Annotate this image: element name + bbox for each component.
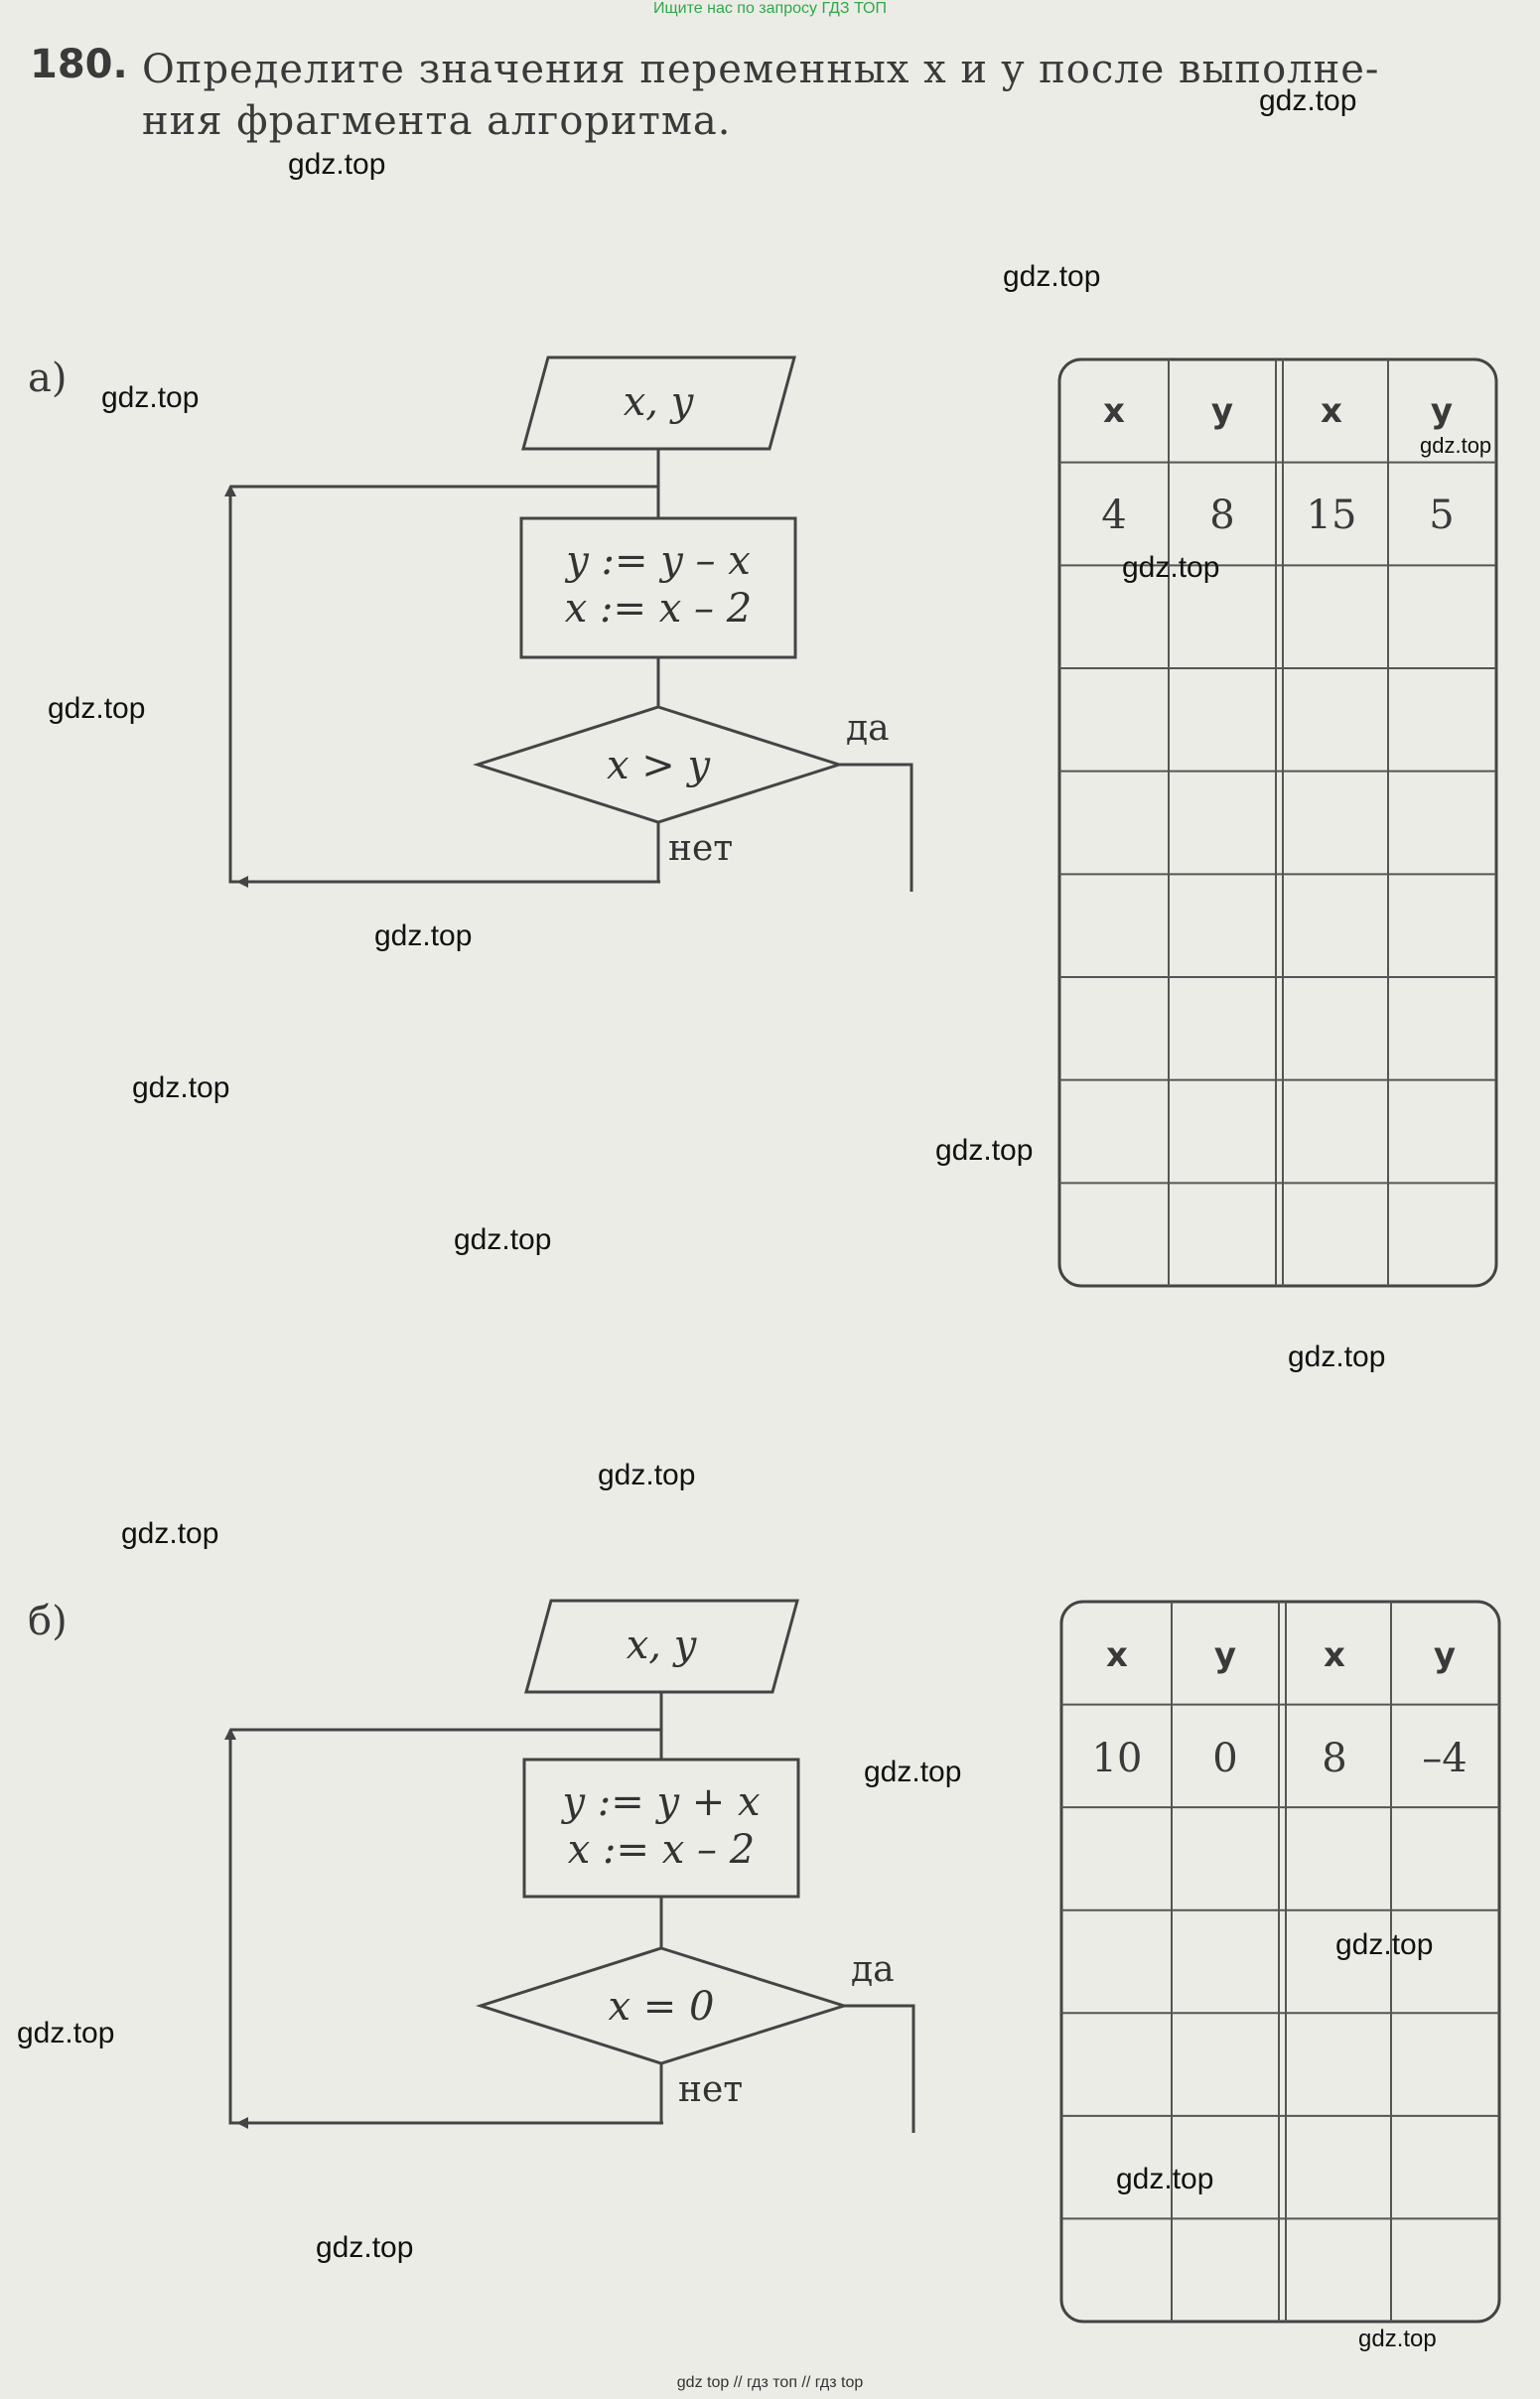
watermark: gdz.top (374, 919, 473, 952)
yes-label-b: да (851, 1949, 895, 1990)
trace-table-a (1059, 359, 1496, 1286)
table-a-cell: 15 (1306, 493, 1357, 538)
watermark: gdz.top (935, 1134, 1034, 1167)
watermark: gdz.top (1358, 2326, 1437, 2352)
watermark: gdz.top (1116, 2163, 1214, 2195)
table-a-cell: 5 (1429, 493, 1455, 538)
table-b-cell: 0 (1212, 1736, 1238, 1781)
no-label-b: нет (678, 2069, 744, 2110)
table-a-cell: 8 (1209, 493, 1235, 538)
yes-label-a: да (846, 708, 890, 749)
table-b-header-x1: x (1106, 1635, 1128, 1675)
watermark: gdz.top (598, 1459, 696, 1491)
flowchart-a (230, 357, 911, 892)
process-line-1-b: y := y + x (562, 1779, 761, 1825)
watermark: gdz.top (1003, 260, 1101, 293)
watermark: gdz.top (1420, 433, 1492, 458)
watermark: gdz.top (17, 2017, 115, 2049)
table-a-header-y2: y (1430, 391, 1454, 431)
watermark: gdz.top (864, 1756, 962, 1788)
watermark: gdz.top (121, 1517, 219, 1550)
table-b-cell: –4 (1422, 1736, 1468, 1781)
task-line-1: Определите значения переменных x и y после выполне- (142, 47, 1380, 92)
no-label-a: нет (668, 828, 734, 869)
watermark: gdz.top (1335, 1928, 1434, 1961)
watermark: gdz.top (1288, 1341, 1386, 1373)
watermark: gdz.top (454, 1223, 552, 1256)
part-b-label: б) (28, 1599, 68, 1644)
watermark: gdz.top (1259, 84, 1357, 117)
site-search-note: Ищите нас по запросу ГДЗ ТОП (653, 0, 887, 17)
table-a-header-y1: y (1210, 391, 1234, 431)
table-b-header-y2: y (1433, 1635, 1457, 1675)
table-b-cell: 10 (1091, 1736, 1143, 1781)
table-a-header-x1: x (1103, 391, 1125, 431)
watermark: gdz.top (101, 381, 200, 414)
table-b-cell: 8 (1322, 1736, 1347, 1781)
table-b-header-x2: x (1324, 1635, 1345, 1675)
process-line-2-b: x := x – 2 (567, 1827, 756, 1873)
trace-table-b (1061, 1602, 1499, 2322)
watermark: gdz.top (48, 692, 146, 725)
footer-note: gdz top // гдз топ // гдз top (676, 2374, 864, 2391)
table-a-header-x2: x (1321, 391, 1342, 431)
watermark: gdz.top (316, 2231, 414, 2264)
part-a-label: а) (28, 355, 68, 401)
watermark: gdz.top (288, 148, 386, 181)
flowchart-b (230, 1601, 913, 2133)
watermark: gdz.top (132, 1071, 230, 1104)
task-line-2: ния фрагмента алгоритма. (142, 98, 732, 144)
input-text-b: x, y (626, 1623, 697, 1668)
table-b-header-y1: y (1213, 1635, 1237, 1675)
process-line-1-a: y := y – x (566, 538, 751, 584)
table-a-cell: 4 (1101, 493, 1127, 538)
process-line-2-a: x := x – 2 (564, 586, 753, 632)
task-number: 180. (30, 42, 128, 87)
condition-text-a: x > y (606, 743, 711, 788)
condition-text-b: x = 0 (608, 1984, 715, 2030)
input-text-a: x, y (623, 379, 694, 425)
watermark: gdz.top (1122, 551, 1220, 584)
